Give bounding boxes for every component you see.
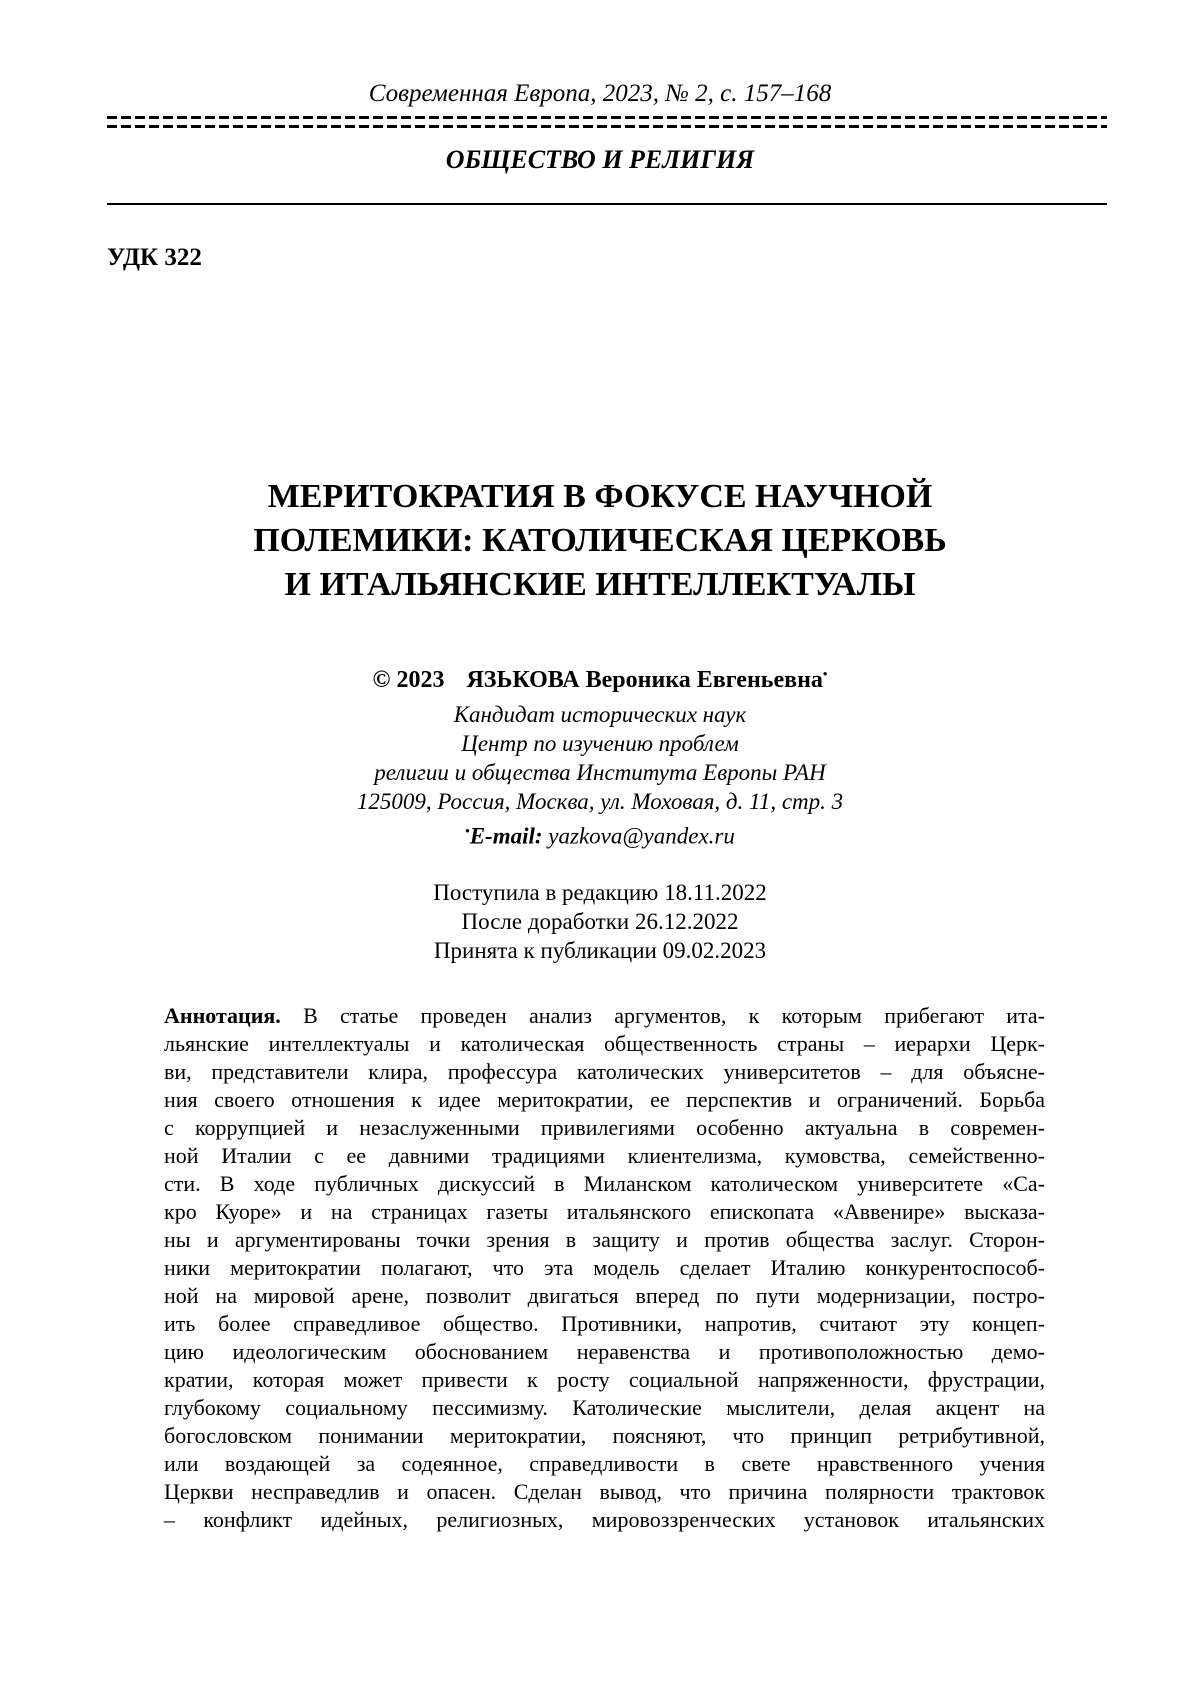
submission-dates <box>0 878 1200 965</box>
abstract-text: В статье проведен анализ аргументов, к которым прибегают ита- <box>303 1003 1045 1028</box>
abstract-line: ники меритократии полагают, что эта модель сделает Италию конкурентоспособ- <box>164 1255 1045 1280</box>
author-address: 125009, Россия, Москва, ул. Моховая, д. 11, стр. 3 <box>356 789 844 814</box>
abstract-line: ить более справедливое общество. Противники, напротив, считают эту концеп- <box>164 1311 1045 1336</box>
abstract-line: кро Куоре» и на страницах газеты итальянского епископата «Аввенире» высказа- <box>164 1199 1045 1224</box>
abstract-line: богословском понимании меритократии, поясняют, что принцип ретрибутивной, <box>164 1423 1045 1448</box>
abstract-line: ной на мировой арене, позволит двигаться вперед по пути модернизации, постро- <box>164 1283 1045 1308</box>
affiliation-line: Центр по изучению проблем <box>461 731 739 756</box>
article-title <box>0 475 1200 607</box>
double-dashed-separator <box>107 116 1107 128</box>
copyright-year: © 2023 <box>372 667 445 693</box>
abstract-line: ви, представители клира, профессура католических университетов – для объясне- <box>164 1059 1045 1084</box>
author-footnote-mark: • <box>822 666 828 681</box>
abstract-line: ния своего отношения к идее меритократии, ее перспектив и ограничений. Борьба <box>164 1087 1045 1112</box>
abstract-line: льянские интеллектуалы и католическая общественность страны – иерархи Церк- <box>164 1031 1045 1056</box>
horizontal-rule <box>107 203 1107 205</box>
email-address[interactable]: yazkova@yandex.ru <box>548 823 735 849</box>
abstract-line: глубокому социальному пессимизму. Католические мыслители, делая акцент на <box>164 1395 1045 1420</box>
title-line: И ИТАЛЬЯНСКИЕ ИНТЕЛЛЕКТУАЛЫ <box>284 566 916 603</box>
date-accepted: Принята к публикации 09.02.2023 <box>433 938 767 963</box>
abstract-line <box>164 1002 1045 1030</box>
abstract-line: кратии, которая может привести к росту социальной напряженности, фрустрации, <box>164 1367 1045 1392</box>
abstract-line: ной Италии с ее давними традициями клиентелизма, кумовства, семейственно- <box>164 1143 1045 1168</box>
title-line: ПОЛЕМИКИ: КАТОЛИЧЕСКАЯ ЦЕРКОВЬ <box>253 522 947 559</box>
abstract-line: ны и аргументированы точки зрения в защиту и против общества заслуг. Сторон- <box>164 1227 1045 1252</box>
author-affiliation <box>0 700 1200 851</box>
abstract-line: или воздающей за содеянное, справедливости в свете нравственного учения <box>164 1451 1045 1476</box>
date-received: Поступила в редакцию 18.11.2022 <box>433 880 767 905</box>
abstract-line: сти. В ходе публичных дискуссий в Миланском католическом университете «Са- <box>164 1171 1045 1196</box>
abstract-line: с коррупцией и незаслуженными привилегиями особенно актуальна в современ- <box>164 1115 1045 1140</box>
section-heading: ОБЩЕСТВО И РЕЛИГИЯ <box>445 145 755 174</box>
affiliation-line: религии и общества Института Европы РАН <box>374 760 826 785</box>
author-name: ЯЗЬКОВА Вероника Евгеньевна <box>466 667 823 693</box>
journal-citation: Современная Европа, 2023, № 2, с. 157–168 <box>368 80 832 107</box>
author-line <box>0 666 1200 694</box>
title-line: МЕРИТОКРАТИЯ В ФОКУСЕ НАУЧНОЙ <box>267 478 933 515</box>
abstract-label: Аннотация. <box>164 1003 281 1028</box>
abstract <box>164 1002 1045 1534</box>
abstract-line: цию идеологическим обоснованием неравенства и противоположностью демо- <box>164 1339 1045 1364</box>
email-label: E-mail: <box>469 823 543 849</box>
email-footnote-mark: • <box>465 823 470 838</box>
author-degree: Кандидат исторических наук <box>453 702 747 727</box>
author-email-line <box>0 816 1200 851</box>
abstract-line: Церкви несправедлив и опасен. Сделан вывод, что причина полярности трактовок <box>164 1479 1045 1504</box>
abstract-line: – конфликт идейных, религиозных, мировоззренческих установок итальянских <box>164 1507 1045 1532</box>
date-revised: После доработки 26.12.2022 <box>461 909 739 934</box>
udk-code: УДК 322 <box>107 244 202 271</box>
